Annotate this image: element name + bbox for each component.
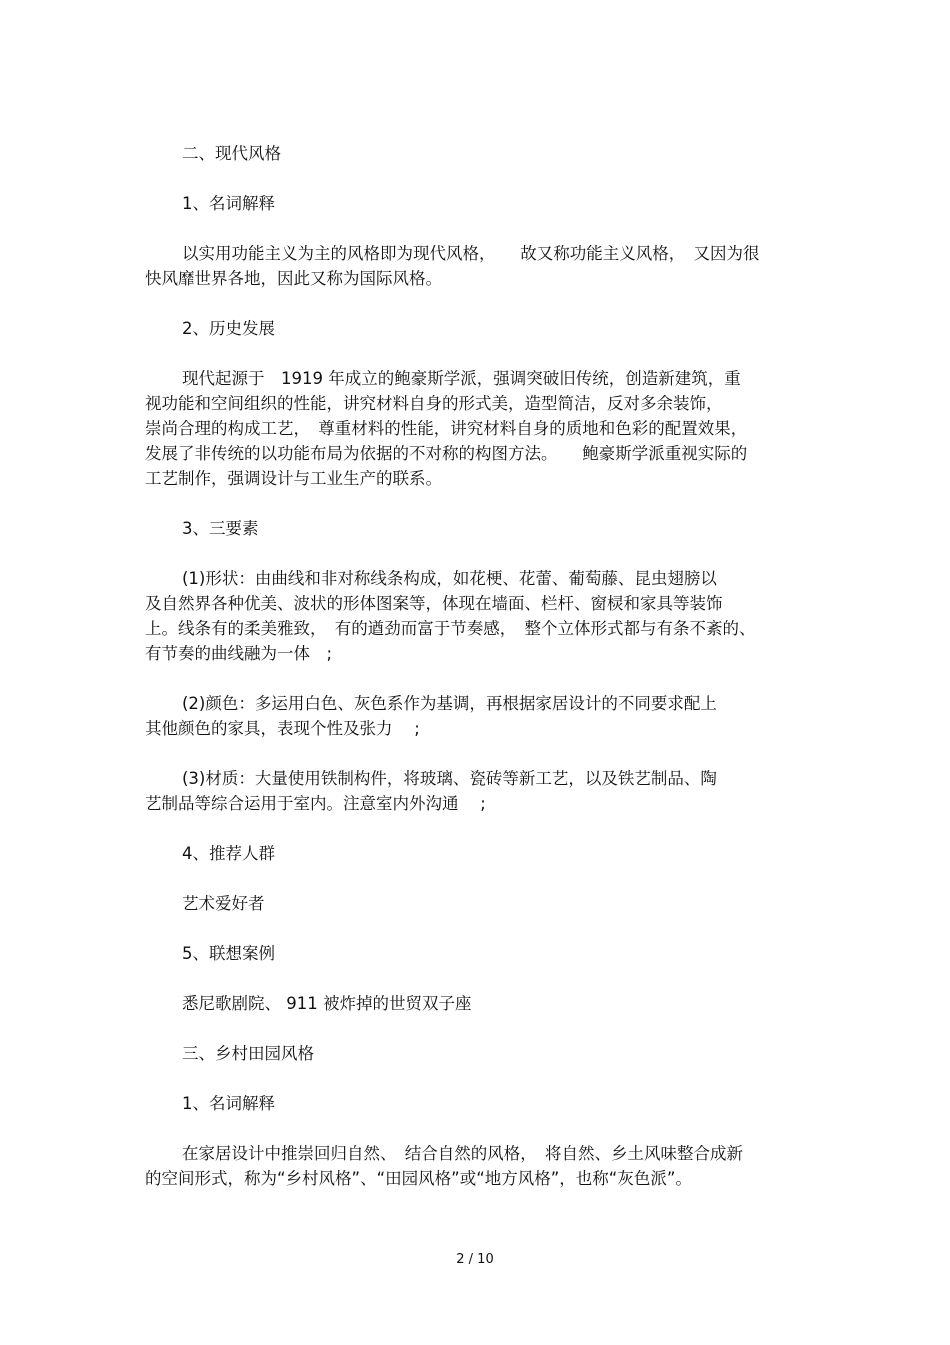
- paragraph-line: (2)颜色：多运用白色、灰色系作为基调，再根据家居设计的不同要求配上: [182, 694, 717, 713]
- paragraph-line: 在家居设计中推崇回归自然、 结合自然的风格， 将自然、乡土风味整合成新: [182, 1144, 743, 1163]
- subheading-three-elements: 3、三要素: [182, 519, 259, 538]
- paragraph-line: 现代起源于 1919 年成立的鲍豪斯学派，强调突破旧传统，创造新建筑，重: [182, 369, 741, 388]
- paragraph-line: 以实用功能主义为主的风格即为现代风格， 故又称功能主义风格， 又因为很: [182, 244, 760, 263]
- page-number: 2 / 10: [456, 1252, 494, 1267]
- subheading-definition: 1、名词解释: [182, 194, 275, 213]
- paragraph-line: 的空间形式，称为“乡村风格”、“田园风格”或“地方风格”，也称“灰色派”。: [145, 1169, 692, 1188]
- paragraph-line: 其他颜色的家具，表现个性及张力 ;: [145, 719, 420, 738]
- paragraph-line: 有节奏的曲线融为一体 ;: [145, 644, 333, 663]
- paragraph-line: 悉尼歌剧院、 911 被炸掉的世贸双子座: [182, 994, 472, 1013]
- subheading-definition: 1、名词解释: [182, 1094, 275, 1113]
- subheading-recommended-audience: 4、推荐人群: [182, 844, 275, 863]
- paragraph-line: 发展了非传统的以功能布局为依据的不对称的构图方法。 鲍豪斯学派重视实际的: [145, 444, 748, 463]
- paragraph-line: 快风靡世界各地，因此又称为国际风格。: [145, 269, 442, 288]
- section-heading-modern-style: 二、现代风格: [182, 144, 281, 163]
- paragraph-line: 工艺制作，强调设计与工业生产的联系。: [145, 469, 442, 488]
- paragraph-line: (3)材质：大量使用铁制构件，将玻璃、瓷砖等新工艺，以及铁艺制品、陶: [182, 769, 717, 788]
- section-heading-country-style: 三、乡村田园风格: [182, 1044, 314, 1063]
- paragraph-line: 艺术爱好者: [182, 894, 265, 913]
- paragraph-line: 及自然界各种优美、波状的形体图案等，体现在墙面、栏杆、窗棂和家具等装饰: [145, 594, 723, 613]
- paragraph-line: 崇尚合理的构成工艺， 尊重材料的性能，讲究材料自身的质地和色彩的配置效果，: [145, 419, 748, 438]
- subheading-history: 2、历史发展: [182, 319, 275, 338]
- paragraph-line: (1)形状：由曲线和非对称线条构成，如花梗、花蕾、葡萄藤、昆虫翅膀以: [182, 569, 717, 588]
- subheading-related-cases: 5、联想案例: [182, 944, 275, 963]
- paragraph-line: 视功能和空间组织的性能，讲究材料自身的形式美，造型简洁，反对多余装饰，: [145, 394, 723, 413]
- paragraph-line: 艺制品等综合运用于室内。注意室内外沟通 ;: [145, 794, 486, 813]
- paragraph-line: 上。线条有的柔美雅致， 有的遒劲而富于节奏感， 整个立体形式都与有条不紊的、: [145, 619, 756, 638]
